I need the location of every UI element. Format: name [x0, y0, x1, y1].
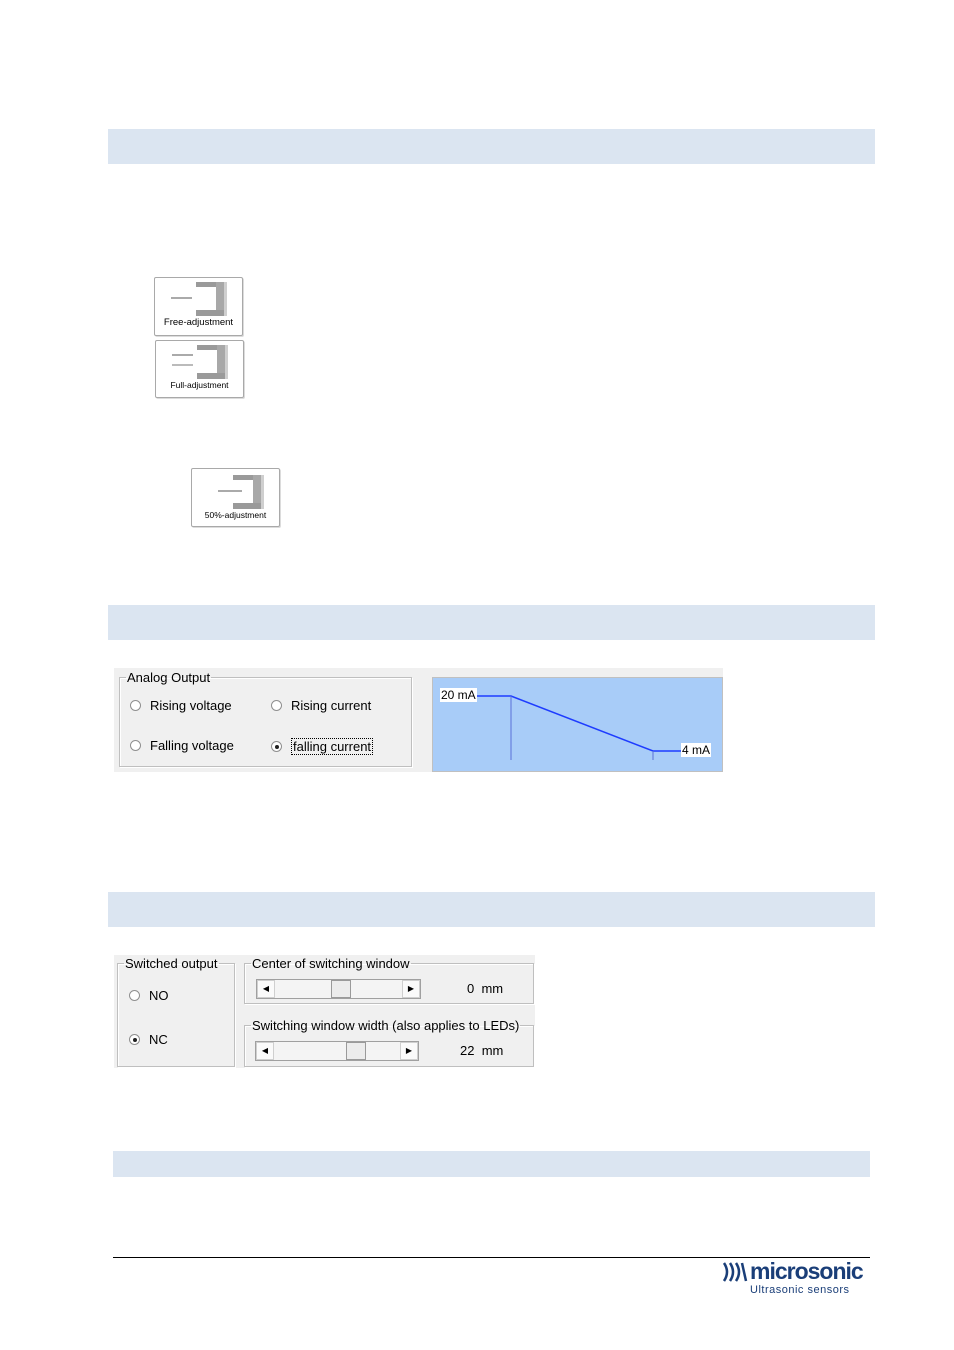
center-window-legend: Center of switching window: [252, 956, 410, 971]
chart-low-label: 4 mA: [682, 743, 711, 757]
radio-indicator-selected: [129, 1034, 140, 1045]
window-width-scrollbar[interactable]: [255, 1041, 419, 1061]
center-unit: mm: [481, 981, 504, 996]
falling-current-label: falling current: [293, 739, 372, 754]
microsonic-logo: [722, 1258, 872, 1302]
no-label: NO: [149, 988, 169, 1003]
analog-output-chart: [432, 677, 723, 772]
radio-indicator: [130, 740, 141, 751]
window-width-value: [460, 1043, 503, 1058]
rising-current-radio[interactable]: [271, 698, 371, 713]
switched-output-group: [117, 956, 235, 1067]
radio-indicator: [130, 700, 141, 711]
logo-wordmark: microsonic: [750, 1258, 863, 1284]
scroll-right-button[interactable]: ▶: [402, 980, 420, 998]
nc-radio[interactable]: [129, 1032, 168, 1047]
nc-label: NC: [149, 1032, 168, 1047]
analog-output-panel: [114, 668, 723, 772]
width-value: 22: [460, 1043, 475, 1058]
switched-output-legend: Switched output: [125, 956, 218, 971]
radio-indicator-selected: [271, 741, 282, 752]
logo-tagline: Ultrasonic sensors: [750, 1284, 850, 1296]
wave-logo-icon: [722, 1260, 748, 1284]
rising-voltage-label: Rising voltage: [150, 698, 232, 713]
section-header-band-1: [108, 129, 875, 164]
scroll-thumb[interactable]: [331, 980, 351, 998]
full-adjustment-label: Full-adjustment: [170, 380, 229, 390]
rising-current-label: Rising current: [291, 698, 372, 713]
window-width-legend: Switching window width (also applies to LEDs): [252, 1018, 520, 1033]
radio-indicator: [129, 990, 140, 1001]
switched-output-panel: [114, 955, 535, 1068]
section-header-band-3: [108, 892, 875, 927]
scroll-left-button[interactable]: ◀: [256, 1042, 274, 1060]
chart-high-label: 20 mA: [441, 688, 476, 702]
section-header-band-4: [113, 1151, 870, 1177]
no-radio[interactable]: [129, 988, 169, 1003]
center-window-value: [467, 981, 503, 996]
analog-output-legend: Analog Output: [127, 670, 211, 685]
falling-current-radio[interactable]: [271, 738, 373, 755]
rising-voltage-radio[interactable]: [130, 698, 232, 713]
free-adjustment-button[interactable]: [154, 277, 243, 336]
width-unit: mm: [481, 1043, 504, 1058]
full-adjustment-button[interactable]: [155, 340, 244, 398]
falling-voltage-radio[interactable]: [130, 738, 234, 753]
radio-indicator: [271, 700, 282, 711]
section-header-band-2: [108, 605, 875, 640]
fifty-percent-adjustment-label: 50%-adjustment: [204, 510, 267, 520]
fifty-percent-adjustment-button[interactable]: [191, 468, 280, 527]
center-value: 0: [467, 981, 475, 996]
scroll-left-button[interactable]: ◀: [257, 980, 275, 998]
center-window-scrollbar[interactable]: [256, 979, 421, 999]
scroll-thumb[interactable]: [346, 1042, 366, 1060]
falling-voltage-label: Falling voltage: [150, 738, 234, 753]
scroll-right-button[interactable]: ▶: [400, 1042, 418, 1060]
free-adjustment-label: Free-adjustment: [163, 317, 234, 328]
